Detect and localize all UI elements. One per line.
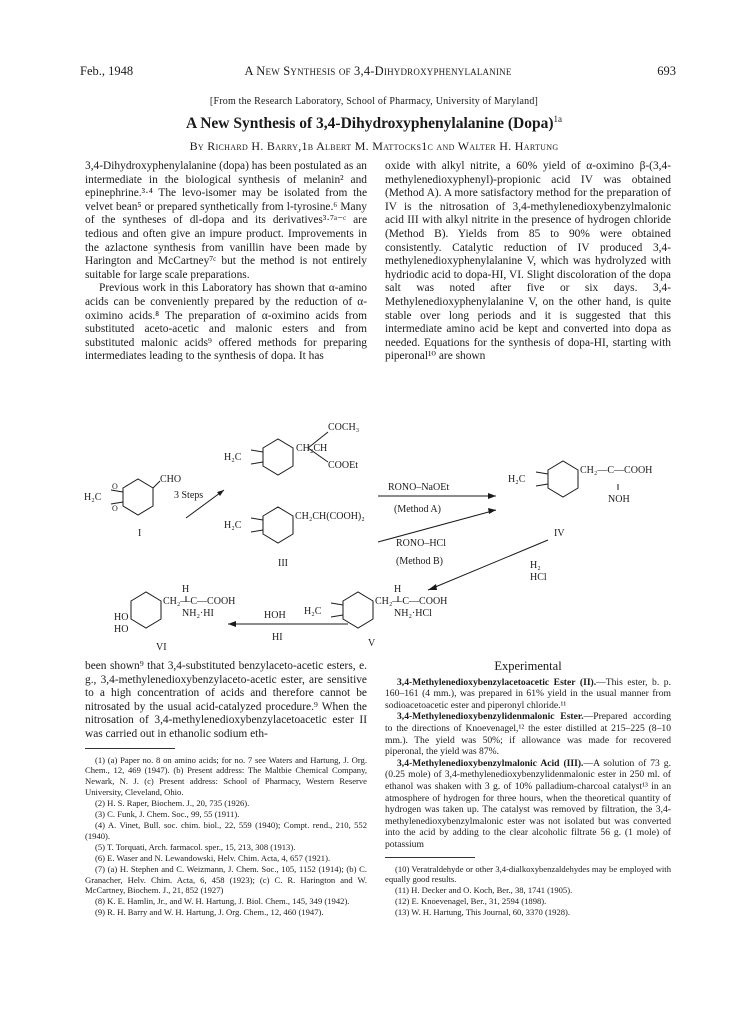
label-ho: HO: [114, 612, 129, 623]
paragraph: [385, 677, 671, 712]
method-a: (Method A): [394, 504, 441, 515]
footnote: (7) (a) H. Stephen and C. Weizmann, J. Chem. Soc., 105, 1152 (1914); (b) C. Granacher, Helv. Chim. Acta, 6, 458 (1923); (c) C. R. Harington and W. McCartney, Biochem. J., 21, 852 (1927): [85, 863, 367, 896]
left-column-bottom: [85, 660, 367, 918]
paragraph-text: —A solution of 73 g. (0.25 mole) of 3,4-methylenedioxybenzylidenmalonic ester in 250 ml. of ethanol was shaken with 3 g. of 10% palladium-charcoal catalyst¹³ in an atmosphere of hydrogen for three hours, when the theoretical quantity of hydrogen was taken up. The catalyst was removed by filtration, the 3,4-methylenedioxybenzylmalonic ester was not isolated but was converted into the acid by adding to the clear alcoholic filtrate 56 g. (1 mole) of potassium: [385, 757, 671, 850]
compound-heading: 3,4-Methylenedioxybenzylidenmalonic Ester.: [397, 711, 584, 723]
label-h2c: H₂C: [84, 492, 102, 503]
section-heading: Experimental: [494, 659, 562, 673]
footnote: (1) (a) Paper no. 8 on amino acids; for no. 7 see Waters and Hartung, J. Org. Chem., 12, 469 (1947). (b) Present address: The Maltbie Chemical Company, Newark, N. J. (c) Present address: School of Pharmacy, Western Reserve University, Cleveland, Ohio.: [85, 754, 367, 798]
label-VI-h: H: [182, 584, 190, 595]
label-VI-nh: NH₂·HI: [182, 608, 214, 619]
label-hcl: HCl: [530, 572, 547, 583]
experimental-text: [385, 677, 671, 851]
compound-heading: 3,4-Methylenedioxybenzylmalonic Acid (III).: [397, 757, 584, 769]
compound-VI-label: VI: [156, 642, 167, 653]
paragraph: 3,4-Dihydroxyphenylalanine (dopa) has been postulated as an intermediate in the biological synthesis of melanin² and epinephrine.³·⁴ The levo-isomer may be isolated from the velvet bean⁵ or prepared synthetically from l-tyrosine.⁶ Many of the syntheses of dl-dopa and its derivatives³·⁷ᵃ⁻ᶜ are tedious and often give an impure product. Improvements in the azlactone synthesis from vanillin have been made by Harington and McCartney⁷ᶜ but the method is not entirely suitable for large scale preparations.: [85, 160, 367, 281]
footnote: (12) E. Knoevenagel, Ber., 31, 2594 (1898).: [395, 896, 547, 907]
label-o: O: [112, 482, 118, 491]
benzene-ring-VI: [131, 592, 161, 628]
title-footnote-mark: 1a: [553, 114, 562, 124]
label-h2c: H₂C: [224, 452, 242, 463]
label-h2c: H₂C: [304, 606, 322, 617]
footnote-rule: [85, 748, 175, 749]
methylenedioxy-bond: [111, 490, 123, 504]
compound-IV-label: IV: [554, 528, 565, 539]
paragraph: oxide with alkyl nitrite, a 60% yield of α-oximino β-(3,4-methylenedioxyphenyl)-propionic acid IV was obtained (Method A). A more satisfactory method for the preparation of IV is the nitrosation of 3,4-methylenedioxybenzylmalonic acid III with alkyl nitrite in the presence of hydrogen chloride (Method B). Yields from 85 to 90% were obtained consistently. Catalytic reduction of IV produced 3,4-methylenedioxyphenylalanine V, which was hydrolyzed with hydriodic acid to dopa-HI, VI. Slight discoloration of the dopa salt was noted after five or six days. 3,4-Methylenedioxyphenylalanine V, on the other hand, is quite stable over long periods and it is suggested that this intermediate amino acid be kept and converted into dopa as needed. Equations for the synthesis of dopa-HI, starting with piperonal¹⁰ are shown: [385, 160, 671, 363]
label-o: O: [112, 504, 118, 513]
footnote: (3) C. Funk, J. Chem. Soc., 99, 55 (1911).: [95, 809, 240, 820]
paragraph: Previous work in this Laboratory has shown that α-amino acids can be conveniently prepared by the reduction of α-oximino acids.⁸ The preparation of α-oximino acids from substituted aceto-acetic and malonic esters and from substituted malonic acids⁹ offered methods for preparing intermediates leading to the synthesis of dopa. It has: [85, 282, 367, 363]
label-h2c: H₂C: [224, 520, 242, 531]
label-VI-sub: CH₂—C—COOH: [163, 596, 236, 607]
label-II-bot: COOEt: [328, 460, 358, 471]
arrowhead: [428, 584, 437, 590]
paragraph: been shown⁹ that 3,4-substituted benzylaceto-acetic esters, e. g., 3,4-methylenedioxybenzylaceto-acetic ester, are sensitive to a high concentration of acids and therefore cannot be nitrosated by the usual acid-catalyzed procedure.⁹ When the nitrosation of 3,4-methylenedioxybenzylacetoacetic ester II was carried out in ethanolic sodium eth-: [85, 660, 367, 740]
label-II-mid: CH₂CH: [296, 443, 328, 454]
arrowhead: [488, 508, 496, 514]
footnote: (13) W. H. Hartung, This Journal, 60, 3370 (1928).: [395, 907, 571, 918]
label-steps: 3 Steps: [174, 490, 204, 501]
benzene-ring-I: [123, 479, 153, 515]
affiliation: [From the Research Laboratory, School of Pharmacy, University of Maryland]: [209, 96, 539, 107]
header-title: A New Synthesis of 3,4-Dihydroxyphenylalanine: [244, 64, 512, 78]
authors: By Richard H. Barry,1b Albert M. Mattocks1c and Walter H. Hartung: [189, 139, 559, 153]
header-date: Feb., 1948: [80, 64, 134, 78]
footnotes-left: [85, 755, 367, 919]
footnote: (4) A. Vinet, Bull. soc. chim. biol., 22, 559 (1940); Compt. rend., 210, 552 (1940).: [85, 820, 367, 841]
paragraph-text: —Prepared according to the directions of Knoevenagel,¹² the ester distilled at 215–225 (8–10 mm.). The yield was 50%; if allowance was made for recovered piperonal, the yield was 87%.: [385, 711, 671, 758]
label-h2-catalyst: H₂: [530, 560, 541, 571]
footnote: (8) K. E. Hamlin, Jr., and W. H. Hartung, J. Biol. Chem., 145, 349 (1942).: [95, 896, 350, 907]
right-column-bottom: [385, 660, 671, 918]
footnote: (6) E. Waser and N. Lewandowski, Helv. Chim. Acta, 4, 657 (1921).: [95, 852, 331, 863]
arrowhead: [488, 493, 496, 499]
reagent-a: RONO–NaOEt: [388, 482, 450, 493]
article-title: [0, 114, 748, 133]
left-column-top: [85, 160, 367, 364]
reagent-b: RONO–HCl: [396, 538, 447, 549]
label-V-h: H: [394, 584, 402, 595]
method-b: (Method B): [396, 556, 443, 567]
page-number: 693: [657, 64, 676, 78]
footnote: (5) T. Torquati, Arch. farmacol. sper., 15, 213, 308 (1913).: [95, 841, 296, 852]
right-column-top: [385, 160, 671, 364]
label-III-sub: CH₂CH(COOH)₂: [295, 511, 365, 522]
compound-I-label: I: [138, 528, 142, 539]
footnote-rule: [385, 857, 475, 858]
label-IV-sub: CH₂—C—COOH: [580, 465, 653, 476]
reaction-scheme: [78, 418, 678, 654]
label-hi: HI: [272, 632, 283, 643]
paragraph: [385, 711, 671, 757]
benzene-ring-II: [263, 439, 293, 475]
label-V-sub: CH₂—C—COOH: [375, 596, 448, 607]
benzene-ring-III: [263, 507, 293, 543]
arrowhead: [217, 490, 224, 496]
compound-III-label: III: [278, 558, 288, 569]
benzene-ring-V: [343, 592, 373, 628]
label-I-sub: CHO: [160, 474, 182, 485]
footnote: (2) H. S. Raper, Biochem. J., 20, 735 (1926).: [95, 798, 250, 809]
footnotes-right: [385, 864, 671, 919]
footnote: (11) H. Decker and O. Koch, Ber., 38, 1741 (1905).: [395, 885, 573, 896]
benzene-ring-IV: [548, 461, 578, 497]
paragraph: [385, 758, 671, 851]
footnote: (9) R. H. Barry and W. H. Hartung, J. Org. Chem., 12, 460 (1947).: [95, 907, 324, 918]
label-hoh: HOH: [264, 610, 286, 621]
label-IV-noh: NOH: [608, 494, 630, 505]
title-text: A New Synthesis of 3,4-Dihydroxyphenylalanine (Dopa): [186, 115, 554, 133]
paragraph-text: —This ester, b. p. 160–161 (4 mm.), was prepared in 61% yield in the usual manner from sodioacetoacetic ester and piperonyl chloride.¹¹: [385, 676, 671, 711]
label-V-nh: NH₂·HCl: [394, 608, 432, 619]
arrowhead: [228, 621, 236, 627]
compound-heading: 3,4-Methylenedioxybenzylacetoacetic Ester (II).: [397, 676, 597, 688]
footnote: (10) Veratraldehyde or other 3,4-dialkoxybenzaldehydes may be employed with equally good results.: [385, 863, 671, 885]
label-ho: HO: [114, 624, 129, 635]
label-h2c: H₂C: [508, 474, 526, 485]
compound-V-label: V: [368, 638, 376, 649]
label-II-top: COCH₃: [328, 422, 360, 433]
